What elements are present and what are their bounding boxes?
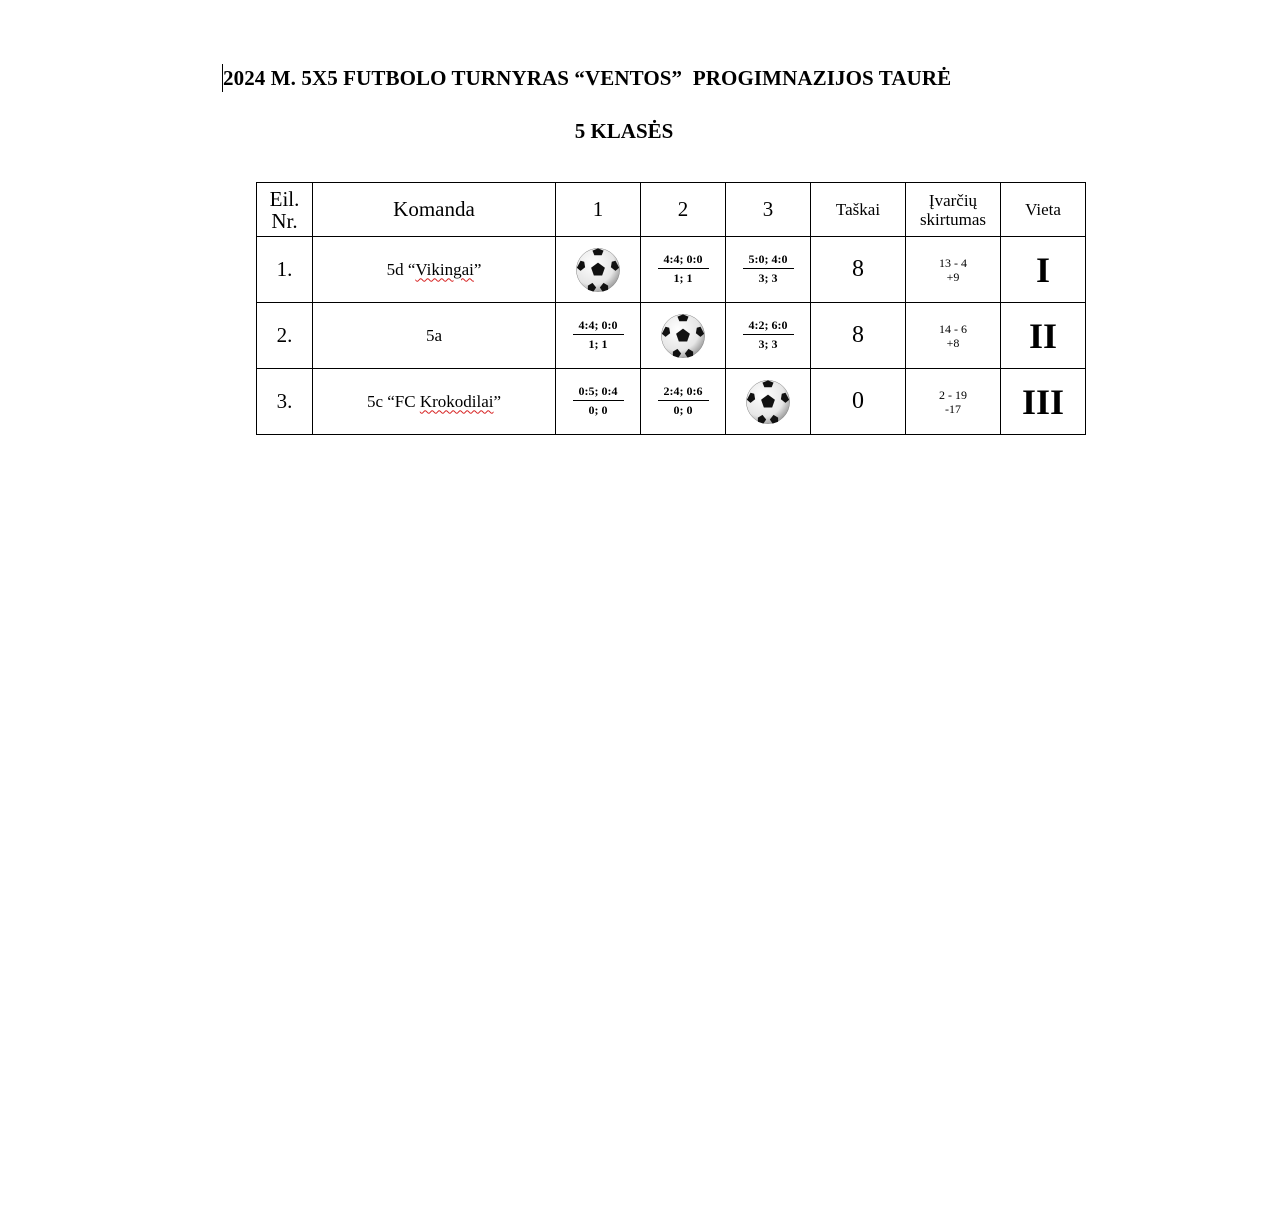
match-points: 0; 0 <box>673 403 693 417</box>
header-eil-line2: Nr. <box>271 208 298 233</box>
goal-diff-cell <box>906 303 1001 369</box>
soccer-ball-icon <box>575 247 621 293</box>
team-suffix: ” <box>493 391 502 411</box>
team-prefix: 5a <box>425 325 443 345</box>
place-cell: III <box>1001 369 1086 435</box>
soccer-ball-icon <box>745 379 791 425</box>
document-subtitle: 5 KLASĖS <box>574 119 674 143</box>
row-number: 3. <box>257 369 313 435</box>
place-cell: I <box>1001 237 1086 303</box>
match-result-cell <box>641 237 726 303</box>
goal-diff-cell <box>906 369 1001 435</box>
team-name: Vikingai <box>415 259 474 279</box>
goals-for-against: 14 - 6 <box>939 321 967 336</box>
header-ivarciu <box>906 183 1001 237</box>
goal-diff-cell <box>906 237 1001 303</box>
header-col-2: 2 <box>641 183 726 237</box>
match-score: 4:4; 0:0 <box>658 252 709 269</box>
table-row <box>257 237 1086 303</box>
row-number: 2. <box>257 303 313 369</box>
match-score: 4:2; 6:0 <box>743 318 794 335</box>
match-points: 0; 0 <box>588 403 608 417</box>
team-name-cell <box>313 303 556 369</box>
header-col-3: 3 <box>726 183 811 237</box>
team-name-cell <box>313 369 556 435</box>
team-name: Krokodilai <box>419 391 494 411</box>
goals-for-against: 13 - 4 <box>939 255 967 270</box>
match-points: 3; 3 <box>758 337 778 351</box>
soccer-ball-icon <box>660 313 706 359</box>
place-cell: II <box>1001 303 1086 369</box>
header-eil-line1: Eil. <box>269 186 300 211</box>
match-score: 2:4; 0:6 <box>658 384 709 401</box>
team-suffix: ” <box>473 259 482 279</box>
table-row <box>257 369 1086 435</box>
standings-table <box>256 182 1086 435</box>
header-ivarciu-line2: skirtumas <box>919 209 987 229</box>
team-name-cell <box>313 237 556 303</box>
header-ivarciu-line1: Įvarčių <box>928 190 978 210</box>
points-cell: 0 <box>811 369 906 435</box>
match-points: 3; 3 <box>758 271 778 285</box>
self-match-cell <box>556 237 641 303</box>
goals-for-against: 2 - 19 <box>939 387 967 402</box>
header-taskai: Taškai <box>811 183 906 237</box>
row-number: 1. <box>257 237 313 303</box>
header-komanda: Komanda <box>313 183 556 237</box>
match-result-cell <box>726 237 811 303</box>
self-match-cell <box>641 303 726 369</box>
header-row <box>257 183 1086 237</box>
goal-difference: -17 <box>945 401 961 416</box>
header-eil-nr <box>257 183 313 237</box>
match-score: 5:0; 4:0 <box>743 252 794 269</box>
header-col-1: 1 <box>556 183 641 237</box>
team-prefix: 5c “FC <box>366 391 420 411</box>
match-result-cell <box>641 369 726 435</box>
match-result-cell <box>556 369 641 435</box>
points-cell: 8 <box>811 237 906 303</box>
points-cell: 8 <box>811 303 906 369</box>
self-match-cell <box>726 369 811 435</box>
goal-difference: +8 <box>946 335 960 350</box>
match-points: 1; 1 <box>588 337 608 351</box>
match-points: 1; 1 <box>673 271 693 285</box>
document-title: 2024 M. 5X5 FUTBOLO TURNYRAS “VENTOS” PROGIMNAZIJOS TAURĖ <box>223 66 952 90</box>
match-score: 0:5; 0:4 <box>573 384 624 401</box>
goal-difference: +9 <box>946 269 960 284</box>
match-result-cell <box>556 303 641 369</box>
header-vieta: Vieta <box>1001 183 1086 237</box>
team-prefix: 5d “ <box>386 259 416 279</box>
table-row <box>257 303 1086 369</box>
match-result-cell <box>726 303 811 369</box>
match-score: 4:4; 0:0 <box>573 318 624 335</box>
